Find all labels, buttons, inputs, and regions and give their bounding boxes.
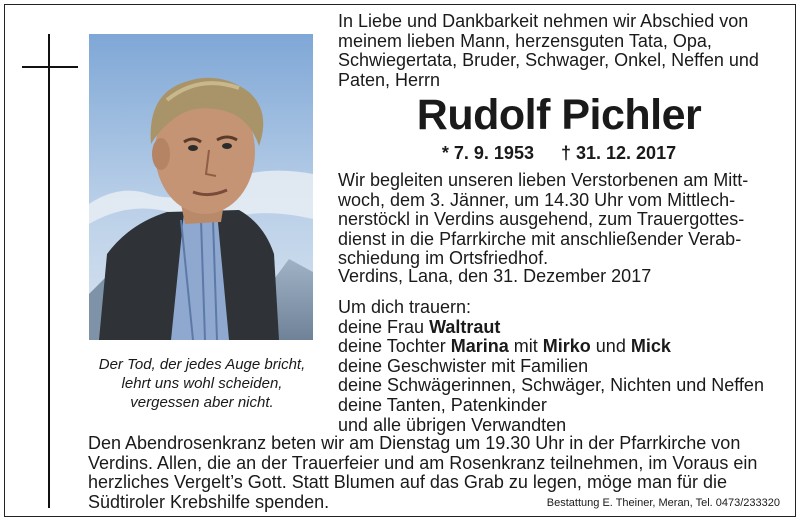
closing-line: Den Abendrosenkranz beten wir am Dienstag um 19.30 Uhr in der Pfarrkirche von — [88, 433, 741, 453]
service-line: schiedung im Ortsfriedhof. — [338, 248, 549, 269]
mourner-name: Waltraut — [429, 316, 501, 337]
undertaker-credit: Bestattung E. Theiner, Meran, Tel. 0473/233320 — [546, 497, 780, 509]
service-line: woch, dem 3. Jänner, um 14.30 Uhr vom Mittlech- — [338, 189, 736, 210]
service-line: Wir begleiten unseren lieben Verstorbenen am Mitt- — [338, 170, 749, 190]
quote-line: Der Tod, der jedes Auge bricht, — [98, 356, 306, 373]
cross-icon-bar — [22, 66, 78, 68]
mourner-name: Mick — [630, 336, 671, 357]
mourner-label: deine Frau — [338, 316, 430, 337]
intro-line: meinem lieben Mann, herzensguten Tata, Opa, — [338, 30, 712, 51]
cross-icon — [48, 34, 50, 508]
mourner-name: Marina — [450, 336, 509, 357]
death-date: † 31. 12. 2017 — [560, 143, 677, 163]
intro-line: Schwiegertata, Bruder, Schwager, Onkel, Neffen und — [338, 50, 759, 71]
closing-line: Südtiroler Krebshilfe spenden. — [88, 491, 330, 512]
mourners-list — [338, 298, 780, 435]
mourner-label: deine Tochter — [338, 336, 451, 357]
mourner-label: und — [590, 336, 631, 357]
closing-line: herzliches Vergelt’s Gott. Statt Blumen auf das Grab zu legen, möge man für die — [88, 472, 728, 493]
intro-line: In Liebe und Dankbarkeit nehmen wir Abschied von — [338, 11, 749, 31]
memorial-quote — [82, 355, 322, 412]
mourner-inlaws: deine Schwägerinnen, Schwäger, Nichten und Neffen — [338, 375, 764, 396]
mourner-others: und alle übrigen Verwandten — [338, 414, 567, 435]
quote-line: lehrt uns wohl scheiden, — [121, 375, 283, 392]
mourners-heading: Um dich trauern: — [338, 297, 472, 317]
service-line: dienst in die Pfarrkirche mit anschließender Verab- — [338, 228, 742, 249]
life-dates — [338, 143, 780, 164]
birth-date: * 7. 9. 1953 — [441, 143, 534, 163]
deceased-name: Rudolf Pichler — [416, 91, 702, 139]
mourner-name: Mirko — [542, 336, 591, 357]
mourner-aunts: deine Tanten, Patenkinder — [338, 394, 547, 415]
quote-line: vergessen aber nicht. — [130, 394, 274, 411]
intro-text — [338, 12, 780, 90]
mourner-daughter — [338, 337, 780, 357]
place-date: Verdins, Lana, den 31. Dezember 2017 — [338, 266, 652, 286]
mourner-wife — [338, 318, 780, 338]
mourner-siblings: deine Geschwister mit Familien — [338, 355, 589, 376]
intro-line: Paten, Herrn — [338, 69, 441, 90]
closing-line: Verdins. Allen, die an der Trauerfeier und am Rosenkranz teilnehmen, im Voraus ein — [88, 452, 758, 473]
portrait-photo — [89, 34, 313, 340]
mourner-label: mit — [508, 336, 543, 357]
service-text — [338, 171, 780, 269]
service-line: nerstöckl in Verdins ausgehend, zum Trauergottes- — [338, 209, 745, 230]
